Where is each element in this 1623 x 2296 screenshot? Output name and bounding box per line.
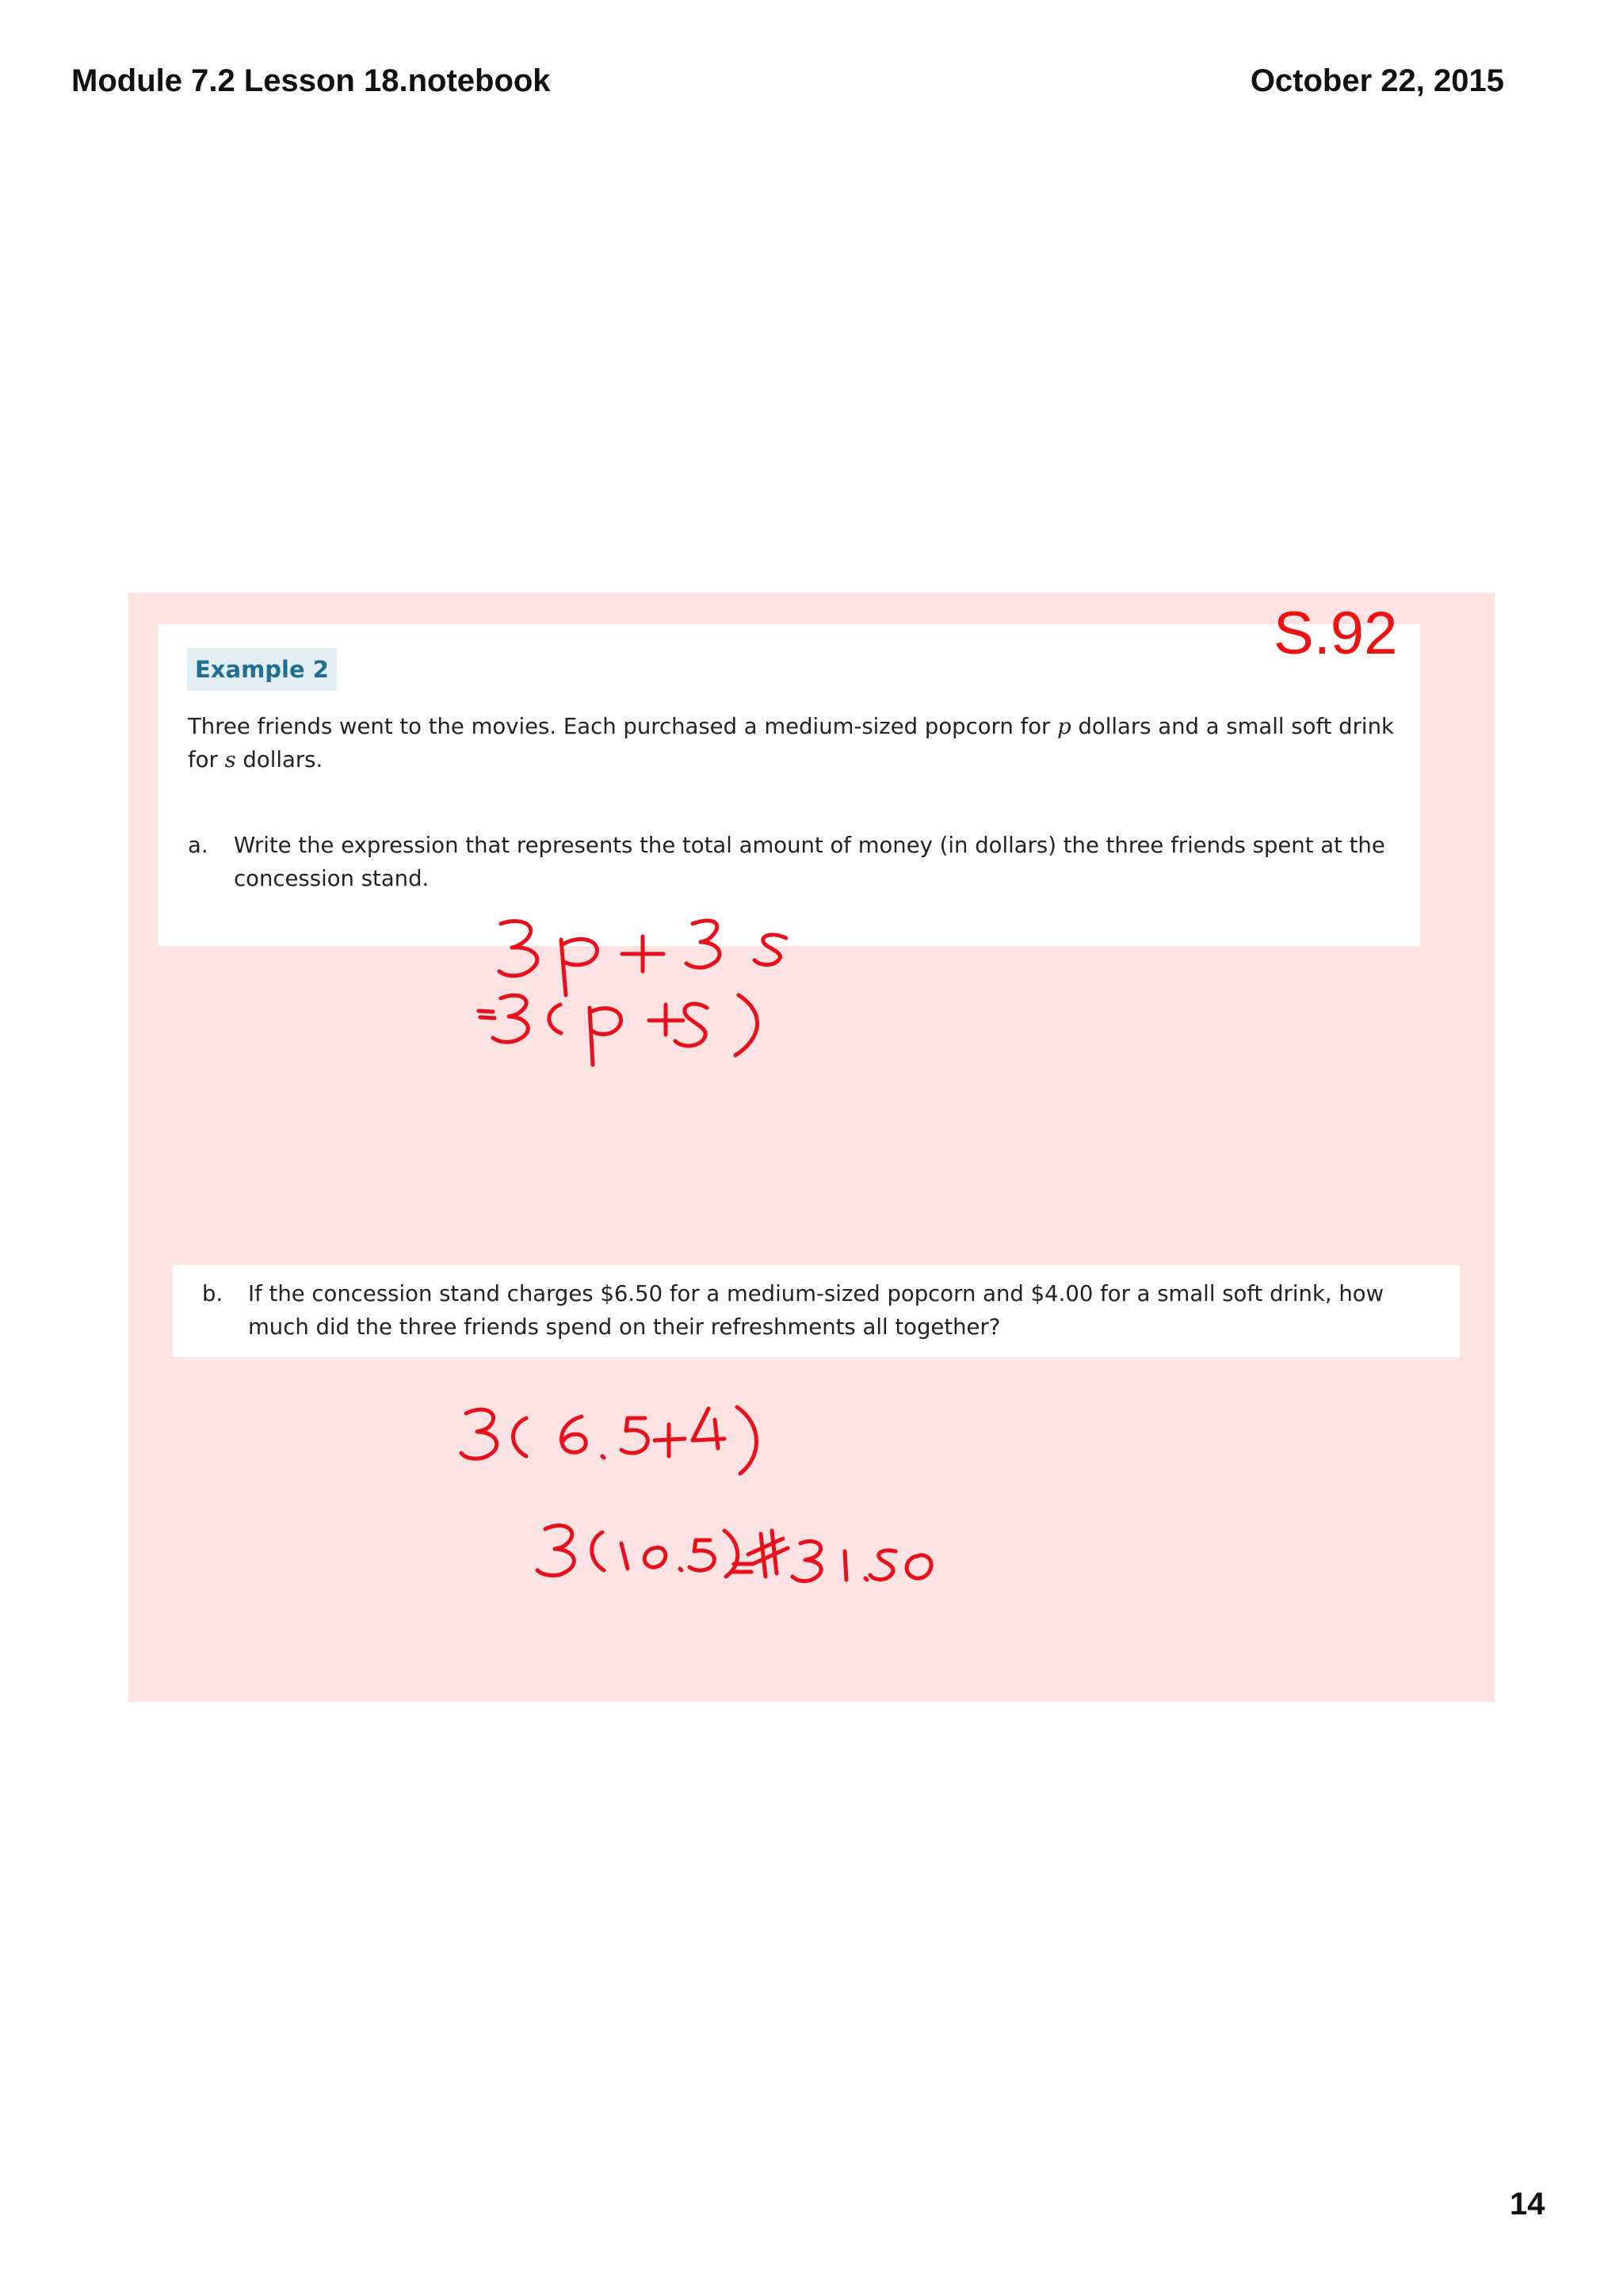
intro-text-1: Three friends went to the movies. Each purchased a medium-sized popcorn for <box>188 714 1058 739</box>
slide-panel <box>128 593 1495 1702</box>
variable-s: s <box>224 747 236 772</box>
page-reference: S.92 <box>1274 600 1398 667</box>
question-b-text: If the concession stand charges $6.50 for a medium-sized popcorn and $4.00 for a small soft drink, how much did the three friends spend on their refreshments all together? <box>248 1281 1384 1340</box>
question-b-label: b. <box>202 1281 223 1306</box>
question-a-text: Write the expression that represents the total amount of money (in dollars) the three friends spent at the concession stand. <box>234 833 1385 891</box>
handwritten-answers <box>128 593 1495 1702</box>
intro-text-3: dollars. <box>235 747 323 772</box>
answer-b-line2 <box>537 1525 931 1581</box>
question-a-label: a. <box>188 833 208 858</box>
document-date: October 22, 2015 <box>1250 63 1504 98</box>
example-badge: Example 2 <box>187 648 337 691</box>
answer-b-line1 <box>461 1407 757 1474</box>
intro-text-2: dollars and a small soft drink for <box>188 714 1394 772</box>
answer-a-line1 <box>499 921 786 995</box>
variable-p: p <box>1057 714 1071 739</box>
page-number: 14 <box>1510 2187 1545 2222</box>
document-title: Module 7.2 Lesson 18.notebook <box>71 63 551 98</box>
answer-a-line2 <box>479 995 758 1065</box>
